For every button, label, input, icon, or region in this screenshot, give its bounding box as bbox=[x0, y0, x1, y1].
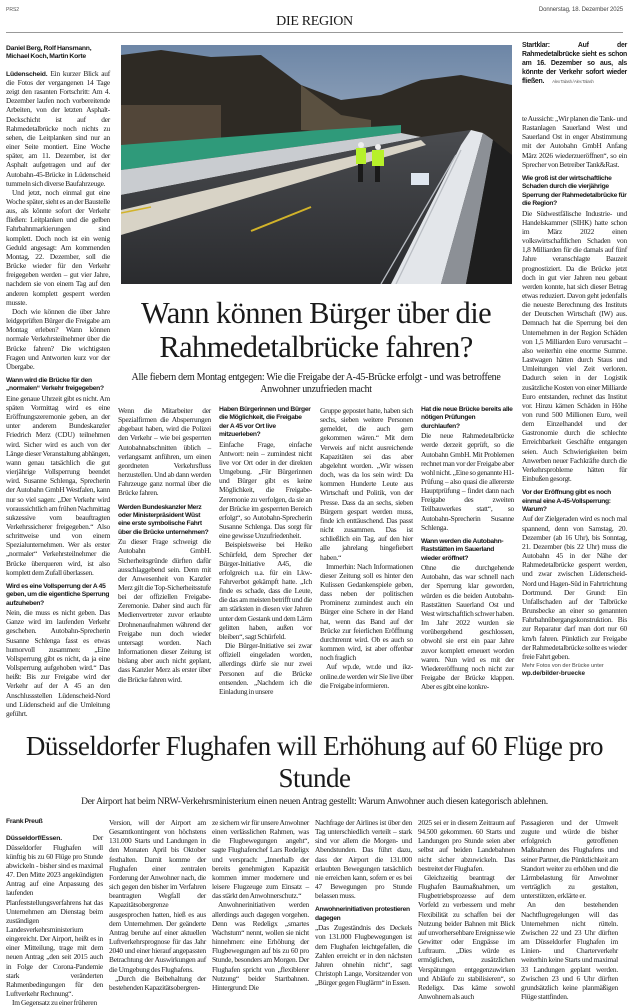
question-heading bbox=[522, 175, 627, 209]
paragraph bbox=[109, 974, 206, 992]
question-heading bbox=[219, 406, 312, 440]
lead-article bbox=[6, 39, 627, 718]
issue-date: Donnerstag, 18. Dezember 2025 bbox=[538, 7, 623, 13]
bridge-photo bbox=[121, 45, 512, 284]
question-heading bbox=[6, 583, 110, 608]
lead-center bbox=[118, 39, 514, 718]
lead-column-4 bbox=[320, 406, 413, 696]
page-id: PRS2 bbox=[6, 7, 20, 13]
photo-credit: Alex Talash / Alex Talash bbox=[552, 79, 594, 84]
more-photos-link[interactable]: wp.de/bilder-bruecke bbox=[522, 669, 585, 677]
lead-column-3 bbox=[219, 406, 312, 696]
question-heading bbox=[6, 377, 110, 394]
paragraph-text: An den bestehenden Nachtflugregelungen will das Unternehmen nicht rütteln. Zwischen 22 und 23 Uhr dürften am Düsseldorfer Flughafen im Linien- und Charterverkehr weiterhin keine Starts und maximal 33 Landungen geplant werden. Zwischen 23 und 6 Uhr dürften grundsätzlich keine planmäßigen Flüge stattfinden. bbox=[521, 900, 618, 1001]
paragraph-text: Nachfrage der Airlines ist über den Tag unterschiedlich verteilt – stark sind vor allem die Morgen- und Abendstunden. Das führt dazu, dass der Airport die 131.000 erlaubten Bewegungen tatsächlich nie erreichen kann, sofern er es bei 47 Bewegungen pro Stunde belassen muss. bbox=[315, 818, 412, 901]
lead-body-columns bbox=[118, 406, 514, 696]
paragraph-text: Wird es eine Vollsperrung der A 45 geben, um die eigentliche Sperrung aufzuheben? bbox=[6, 582, 110, 607]
paragraph bbox=[6, 998, 103, 1007]
more-photos-note: Mehr Fotos von der Brücke unter bbox=[522, 662, 604, 669]
paragraph-text: Einfache Frage, einfache Antwort: nein – zumindest nicht live vor Ort oder in der direkten Umgebung. „Für Bürgerinnen und Bürger gibt es keine Möglichkeit, die Freigabe-Zeremonie zu verfolgen, da sie an der Brücke im gesperrten Bereich erfolgt“, so Autobahn-Sprecherin Susanne Schlenga. Das sorgt für eine gewisse Unzufriedenheit. bbox=[219, 439, 312, 541]
paragraph bbox=[522, 209, 627, 484]
paragraph bbox=[521, 900, 618, 1001]
paragraph-text: Anwohnerinitiativen protestieren dagegen bbox=[315, 906, 410, 922]
paragraph bbox=[522, 114, 627, 169]
paragraph-text: Ohne die durchgehende Autobahn, das war schnell nach der Sperrung klar geworden, würden es die beiden Autobahn-Raststätten Sauerland Ost und West wirtschaftlich schwer haben. Im Jahr 2022 wurden sie vorübergehend geschlossen, obwohl sie erst ein paar Jahre zuvor komplett erneuert worden waren. Nun wird es mit der Wiedereröffnung noch nicht zur Freigabe der Brücke klappen. Aber es gibt eine konkre- bbox=[421, 563, 514, 692]
paragraph-text: Werden Bundeskanzler Merz oder Ministerpräsident Wüst eine erste symbolische Fahrt über die Brücke unternehmen? bbox=[118, 503, 209, 536]
paragraph-text: Auf der Zielgeraden wird es noch mal spannend, denn von Samstag, 20. Dezember (ab 16 Uhr), bis Sonntag, 21. Dezember (bis 22 Uhr) muss die Autobahn 45 in der Nähe der Rahmedetalbrücke gesperrt werden, und zwar zwischen Lüdenscheid-Nord und Hagen-Süd in Fahrtrichtung Dortmund. Der Grund: Ein Unfallschaden auf der Talbrücke Brunsbecke an einer so genannten Fahrbahnübergangskonstruktion. Bis zur Reparatur darf man dort nur 60 km/h fahren. Pünktlich zur Freigabe der Rahmedetalbrücke sollte es wieder freie Fahrt geben. bbox=[522, 514, 627, 661]
paragraph-text: Hat die neue Brücke bereits alle nötigen Prüfungen durchlaufen? bbox=[421, 406, 513, 430]
page-header bbox=[6, 0, 623, 33]
second-column-3 bbox=[212, 818, 309, 1007]
paragraph bbox=[421, 431, 514, 532]
paragraph-text: „Das Zugeständnis des Deckels von 131.000 Flugbewegungen ist dem Flughafen leichtgefallen, die Zahlen erreicht er in den nächsten Jahren ohnehin nicht“, sagt Christoph Lange, Vorsitzender von „Bürger gegen Fluglärm“ in Essen. bbox=[315, 923, 412, 988]
bridge-photo-image bbox=[121, 45, 512, 284]
paragraph-text: Passagieren und der Umwelt zugute und würde die bisher erfolgreich getroffenen Maßnahmen des Flughafens und seiner Partner, die Pünktlichkeit am Standort weiter zu erhöhen und die Lärmbelastung für Anwohner verträglich zu gestalten, unterstützen, erklärte er. bbox=[521, 818, 618, 901]
paragraph bbox=[118, 406, 211, 498]
paragraph-text: Doch wie können die über Jahre leidgeprüften Bürger die Freigabe am Montag erleben? Wann können normale Verkehrsteilnehmer über die Brücke fahren? Die wichtigsten Fragen und Antworten kurz vor der Übergabe. bbox=[6, 306, 110, 371]
column-body bbox=[6, 833, 103, 1007]
paragraph-text: Version, will der Airport am Gesamtkontingent von höchstens 131.000 Starts und Landungen in den Monaten April bis Oktober festhalten. Damit komme der Flughafen einer zentralen Forderung der Anwohner nach, die sich gegen den bisher im Verfahren beantragten Wegfall der Kapazitätsobergrenze ausgesprochen hatten, hieß es aus dem Unternehmen. Der geänderte Antrag beruhe auf einer aktuellen Luftverkehrsprognose für das Jahr 2040 und einer hierauf angepassten Betrachtung der Auswirkungen auf die Umgebung des Flughafens. bbox=[109, 818, 206, 974]
paragraph-text: Gleichzeitig beantragt der Flughafen Baumaßnahmen, um Flugbetriebsprozesse auf dem Vorfeld zu verbessern und mehr Flexibilität zu schaffen bei der Nutzung beider Bahnen mit Blick auf unvorhersehbare Ereignisse wie Gewitter oder Engpässe im Luftraum. „Dies würde es ermöglichen, zusätzlichen Verspätungen entgegenzuwirken und Abläufe zu stabilisieren“, so Redeligx. Das käme sowohl Anwohnern als auch bbox=[418, 872, 516, 1001]
paragraph-text: Auf wp.de, wr.de und ikz-online.de werden wir Sie live über die Freigabe informieren. bbox=[320, 662, 413, 690]
second-article bbox=[6, 730, 623, 1007]
paragraph-text: Wenn die Mitarbeiter der Spezialfirmen die Absperrungen abgebaut haben, wird die Polizei den Verkehr – wie bei gesperrten Autobahnabschnitten üblich – verlangsamt anführen, um einen geordneten Verkehrsfluss herzustellen. Und ab dann werden Fahrzeuge ganz normal über die Brücke fahren. bbox=[118, 406, 211, 498]
paragraph bbox=[320, 562, 413, 663]
paragraph bbox=[522, 514, 627, 661]
paragraph-text: ze sichern wir für unsere Anwohner einen verlässlichen Rahmen, was die Flugbewegungen angeht“, sagte Flughafenchef Lars Redeligx und versprach: „Innerhalb der bereits genehmigten Kapazität kommen immer modernere und leisere Flugzeuge zum Einsatz – das stärkt den Anwohnerschutz.“ bbox=[212, 818, 309, 901]
question-heading bbox=[421, 406, 514, 431]
second-column-2 bbox=[109, 818, 206, 1007]
paragraph-text: Vor der Eröffnung gibt es noch einmal eine A-45-Vollsperrung: Warum? bbox=[522, 489, 611, 514]
second-subhead: Der Airport hat beim NRW-Verkehrsministerium einen neuen Antrag gestellt: Warum Anwohner auch diesen kategorisch ablehnen. bbox=[81, 796, 548, 807]
lead-column-2 bbox=[118, 406, 211, 696]
paragraph bbox=[118, 537, 211, 684]
paragraph-text: Wann wird die Brücke für den „normalen“ Verkehr freigegeben? bbox=[6, 376, 104, 393]
paragraph-text: Eine genaue Uhrzeit gibt es nicht. Am späten Vormittag wird es eine Eröffnungszeremonie geben, an der unter anderem Bundeskanzler Friedrich Merz (CDU) teilnehmen wird. Sicher wird es auch von der Länge dieser Veranstaltung abhängen, wann genau tatsächlich die gut vierjährige Vollsperrung beendet wird. Susanne Schlenga, Sprecherin der Autobahn GmbH Westfalen, kann nur so viel sagen: „Der Verkehr wird voraussichtlich am frühen Nachmittag sukzessive vom beauftragten Verkehrssicherer freigegeben.“ Also schrittweise und von einem Spezialunternehmen. Wer als erster „normaler“ Verkehrsteilnehmer die Brücke überqueren wird, ist also komplett dem Zufall überlassen. bbox=[6, 393, 110, 577]
second-headline: Düsseldorfer Flughafen will Erhöhung auf 60 Flüge pro Stunde bbox=[25, 731, 604, 793]
paragraph bbox=[418, 818, 515, 873]
paragraph bbox=[418, 873, 515, 1001]
paragraph bbox=[6, 188, 110, 307]
question-heading bbox=[118, 504, 211, 538]
paragraph bbox=[219, 540, 312, 641]
paragraph bbox=[421, 563, 514, 691]
paragraph-text: Zu dieser Frage schweigt die Autobahn GmbH. Sicherheitsgründe dürften dafür ausschlaggebend sein. Denn mit der Anwesenheit von Kanzler Merz gilt die Top-Sicherheitsstufe bei der offiziellen Freigabe-Zeremonie. Daher sind auch für Medienvertreter zuvor erlaubte Drohnenaufnahmen während der Freigabe nun doch wieder untersagt worden. Nach Informationen dieser Zeitung ist bislang aber auch nicht geplant, dass Kanzler Merz als erster über die Brücke fahren wird. bbox=[118, 537, 211, 684]
lead-headline: Wann können Bürger über die Rahmedetalbrücke fahren? bbox=[140, 296, 492, 364]
paragraph bbox=[6, 608, 110, 718]
paragraph bbox=[315, 923, 412, 987]
paragraph bbox=[6, 394, 110, 577]
paragraph bbox=[212, 818, 309, 900]
dateline: Lüdenscheid. bbox=[6, 70, 48, 78]
second-column-6 bbox=[521, 818, 618, 1007]
paragraph bbox=[521, 818, 618, 900]
dateline: Düsseldorf/Essen. bbox=[6, 835, 62, 843]
question-heading bbox=[315, 906, 412, 923]
paragraph-text: te Aussicht: „Wir planen die Tank- und Rastanlagen Sauerland West und Sauerland Ost in enger Abstimmung mit der Autobahn GmbH Anfang März 2026 wiederzueröffnen“, so ein Sprecher von Betreiber Tank&Rast. bbox=[522, 114, 627, 169]
caption-text: Startklar: Auf der Rahmedetalbrücke sieht es schon am 16. Dezember so aus, als könnte der Verkehr sofort wieder fließen. bbox=[522, 42, 627, 85]
paragraph bbox=[219, 440, 312, 541]
paragraph-text: Beispielsweise bei Heiko Schürfeld, dem Sprecher der Bürger-Initiative A45, die erfolgreich u.a. für ein Lkw-Fahrverbot gekämpft hatte. „Ich finde es schade, dass die Leute, die das am meisten betrifft und die am stärksten in diesen vier Jahren unter dem Gestank und dem Lärm gelitten haben, außen vor bleiben“, sagt Schürfeld. bbox=[219, 540, 312, 641]
column-body bbox=[522, 114, 627, 661]
paragraph bbox=[212, 900, 309, 992]
column-body bbox=[6, 69, 110, 718]
paragraph-text: Haben Bürgerinnen und Bürger die Möglichkeit, die Freigabe der A 45 vor Ort live mitzuerleben? bbox=[219, 406, 311, 439]
lead-column-6 bbox=[522, 39, 627, 718]
paragraph-text: 2025 sei er in diesem Zeitraum auf 94.500 gekommen. 60 Starts und Landungen pro Stunde seien aber selbst auf beiden Landebahnen nicht sicher abzuwickeln. Das bestreitet der Flughafen. bbox=[418, 818, 515, 873]
paragraph-text: Anwohnerinitiativen werden allerdings auch dagegen vorgehen. Denn was Redeligx „smartes Wachstum“ nennt, wollen sie nicht hinnehmen: eine Erhöhung der Flugbewegungen auf bis zu 60 pro Stunde, besonders am Morgen. Der Flughafen spricht von „flexiblerer Nutzung“ beider Startbahnen. Hintergrund: Die bbox=[212, 900, 309, 992]
paragraph-text: Nein, die muss es nicht geben. Das Ganze wird im laufenden Verkehr geschehen. Autobahn-Sprecherin Susanne Schlenga fasst es etwas humorvoll zusammen: „Eine Vollsperrung gibt es nicht, da ja eine Vollsperrung aufgehoben wird.“ Das heißt: Bis zur Freigabe wird der Verkehr auf der A 45 an den Anschlussstellen Lüdenscheid-Nord und Lüdenscheid auf die Umleitung geführt. bbox=[6, 608, 110, 718]
paragraph-text: Der Düsseldorfer Flughafen will künftig bis zu 60 Flüge pro Stunde abwickeln - bisher sind es maximal 47. Den Mitte 2023 angekündigten Antrag auf eine Anpassung des laufenden Planfeststellungsverfahrens hat das Unternehmen am Dienstag beim zuständigen Landesverkehrsministerium eingereicht. Der Airport, heißt es in einer Mitteilung, trage mit dem neuen Antrag „den seit 2015 auch in Folge der Corona-Pandemie stark veränderten Rahmenbedingungen für den Luftverkehr Rechnung“. bbox=[6, 833, 103, 999]
paragraph-text: Gruppe gepostet hatte, haben sich sechs, sieben weitere Personen gemeldet, die auch gern gekommen wären.“ Mit dem Verweis auf nicht ausreichende Kapazitäten sei das aber abgelehnt worden. „Wir wissen doch, was da los sein wird: Da kommen Hunderte Leute aus Wirtschaft und Politik, von der Presse. Dass da an sechs, sieben Bürgern gespart werden muss, finde ich enttäuschend. Das passt nicht zusammen. Das ist schließlich ein Tag, auf den hier alle jahrelang hingefiebert haben.“ bbox=[320, 406, 413, 562]
paragraph-text: Wie groß ist der wirtschaftliche Schaden durch die vierjährige Sperrung der Rahmedetalbrücke für die Region? bbox=[522, 174, 627, 208]
paragraph bbox=[320, 406, 413, 562]
lead-column-5 bbox=[421, 406, 514, 696]
byline: Daniel Berg, Rolf Hansmann, Michael Koch, Martin Korte bbox=[6, 45, 92, 61]
second-column-1 bbox=[6, 818, 103, 1007]
second-body-columns bbox=[6, 818, 623, 1007]
paragraph-text: Im Gegensatz zu einer früheren bbox=[12, 998, 97, 1007]
paragraph-text: Wann werden die Autobahn-Raststätten im Sauerland wieder eröffnet? bbox=[421, 537, 504, 562]
paragraph-text: Die neue Rahmedetalbrücke werde derzeit geprüft, so die Autobahn GmbH. Mit Problemen rechnet man vor der Freigabe aber wohl nicht. „Eine so genannte H1-Prüfung – also quasi die allererste Hauptprüfung – findet dann nach Freigabe des zweiten Teilbauwerkes statt“, so Autobahn-Sprecherin Susanne Schlenga. bbox=[421, 431, 514, 532]
question-heading bbox=[421, 538, 514, 563]
paragraph bbox=[219, 641, 312, 696]
paragraph bbox=[320, 662, 413, 689]
photo-caption bbox=[522, 41, 627, 86]
paragraph bbox=[6, 307, 110, 371]
paragraph-text: Die Südwestfälische Industrie- und Handelskammer (SIHK) hatte schon im März 2022 einen volkswirtschaftlichen Schaden von 1,8 Milliarden für die damals auf fünf Jahre veranschlagte Bauzeit prognostiziert. Da die Brücke jetzt doch in gut vier Jahren neu gebaut werden konnte, hat sich dieser Betrag etwas reduziert. Davon geht jedenfalls die neueste Berechnung des Instituts der Deutschen Wirtschaft (IW) aus. Demnach hat die Sperrung bei den Unternehmen in der Region Schäden von 1,5 Milliarden Euro verursacht – also weiterhin eine enorme Summe. Lastwagen hätten durch Staus und Umleitungen viel Zeit verloren. Dadurch seien in der Logistik zusätzliche Kosten von einer Milliarde Euro entstanden, rechnet das Institut vor. Hinzu kämen Schäden in Höhe von rund 500 Millionen Euro, weil dem Einzelhandel und der Gastronomie durch die schlechte Erreichbarkeit Geschäfte entgangen seien. Auch Schwierigkeiten beim Anwerben neuer Fachkräfte durch die Verkehrsprobleme hätten für Einbußen gesorgt. bbox=[522, 208, 627, 484]
byline: Frank Preuß bbox=[6, 818, 43, 825]
question-heading bbox=[522, 489, 627, 514]
paragraph bbox=[6, 833, 103, 998]
paragraph bbox=[6, 69, 110, 188]
paragraph bbox=[315, 818, 412, 900]
second-column-5 bbox=[418, 818, 515, 1007]
lead-subhead: Alle fiebern dem Montag entgegen: Wie die Freigabe der A-45-Brücke erfolgt - und was betroffene Anwohner unzufrieden macht bbox=[131, 372, 501, 395]
paragraph-text: Die Bürger-Initiative sei zwar offiziell eingeladen worden, allerdings dürfe sie nur zwei Personen auf die Brücke entsenden. „Nachdem ich die Einladung in unsere bbox=[219, 641, 312, 696]
paragraph bbox=[109, 818, 206, 974]
paragraph-text: Immerhin: Nach Informationen dieser Zeitung soll es hinter den Kulissen Gedankenspiele geben, dass neben der politischen Prominenz zumindest auch ein Bürger eine Schere in der Hand hat, wenn das Band auf der Brücke zur feierlichen Eröffnung durchtrennt wird. Ob es auch so kommen wird, ist aber offenbar noch fraglich bbox=[320, 561, 413, 663]
paragraph-text: Ein kurzer Blick auf die Fotos der vergangenen 14 Tage zeigt den rasanten Fortschritt: Am 4. Dezember laufen noch vorbereitende Arbeiten, von der letzten Asphalt-Deckschicht ist auf der Rahmedetalbrücke noch nichts zu sehen, die Leitplanken sind nur an einer Seite montiert. Eine Woche später, am 11. Dezember, ist der Asphalt aufgetragen und auf der Autobahn-45-Brücke in Lüdenscheid tummeln sich diverse Baufahrzeuge. bbox=[6, 68, 110, 188]
section-title: DIE REGION bbox=[276, 14, 353, 29]
paragraph-text: „Durch die Beibehaltung der bestehenden Kapazitätsobergren- bbox=[109, 973, 206, 992]
paragraph-text: Und jetzt, noch einmal gut eine Woche später, sieht es an der Baustelle aus, als könnte sofort der Verkehr fließen: Leitplanken und die gelben Fahrbahnmarkierungen sind komplett. Doch noch ist ein wenig Geduld angesagt: Am kommenden Montag, 22. Dezember, soll die Brücke wieder für den Verkehr freigegeben werden – gut vier Jahre, nachdem sie von einem Tag auf den anderen komplett gesperrt werden musste. bbox=[6, 187, 110, 307]
lead-column-1 bbox=[6, 39, 110, 718]
second-column-4 bbox=[315, 818, 412, 1007]
